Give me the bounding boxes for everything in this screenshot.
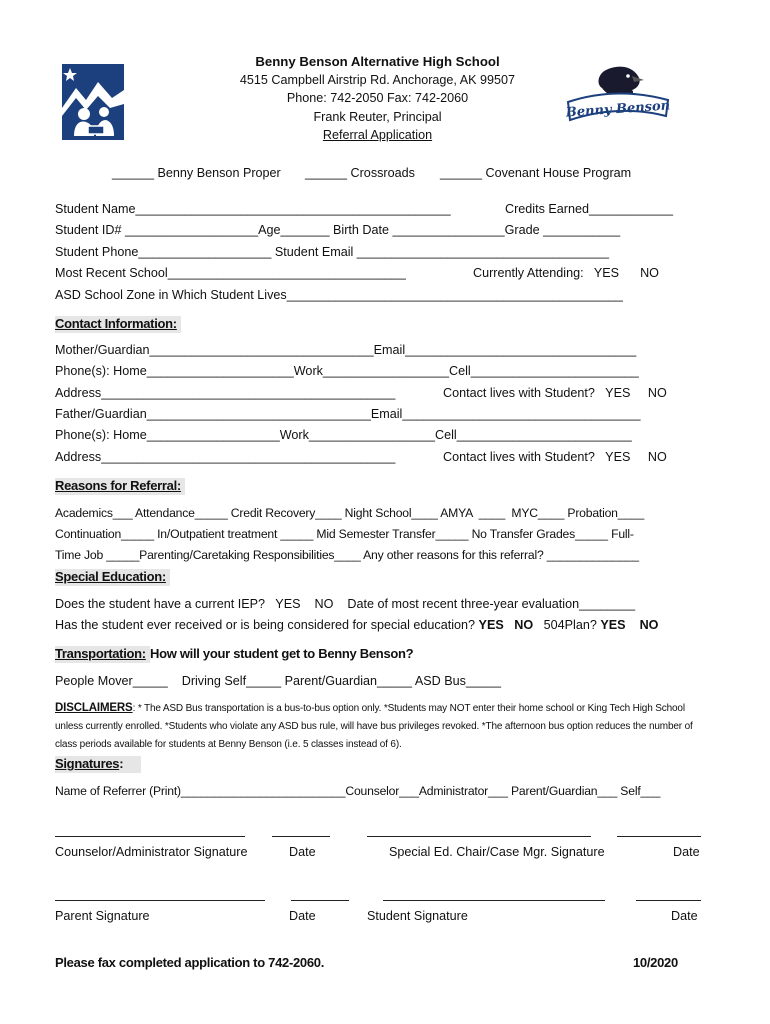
reasons-for-referral-heading-text: Reasons for Referral: <box>55 478 185 495</box>
parent-date-line[interactable] <box>291 900 349 901</box>
special-education-heading-text: Special Education: <box>55 569 170 586</box>
school-logo <box>62 64 124 140</box>
counselor-date-label: Date <box>289 845 316 859</box>
contact-information-heading <box>55 316 181 331</box>
referral-reasons-line-2[interactable]: Continuation_____ In/Outpatient treatment _____ Mid Semester Transfer_____ No Transfer Grades_____ Full- <box>55 527 634 541</box>
phone-home-work-cell-fields-1[interactable]: Phone(s): Home_____________________Work__________________Cell________________________ <box>55 364 639 378</box>
most-recent-school-field[interactable]: Most Recent School__________________________________ <box>55 266 406 280</box>
counselor-signature-line[interactable] <box>55 836 245 837</box>
special-ed-yes-option[interactable]: YES <box>478 618 504 632</box>
currently-attending-yes-no[interactable]: Currently Attending: YES NO <box>473 266 659 280</box>
sped-signature-label: Special Ed. Chair/Case Mgr. Signature <box>389 845 605 859</box>
disclaimers-text <box>55 699 705 754</box>
program-crossroads[interactable]: ______ Crossroads <box>305 166 415 180</box>
504-plan-yes-option[interactable]: YES <box>600 618 626 632</box>
contact-address-field-1[interactable]: Address__________________________________________ <box>55 386 396 400</box>
student-name-field[interactable]: Student Name_____________________________________________ <box>55 202 451 216</box>
school-address: 4515 Campbell Airstrip Rd. Anchorage, AK 99507 <box>239 73 516 87</box>
school-name: Benny Benson Alternative High School <box>255 54 500 69</box>
disclaimers-label: DISCLAIMERS <box>55 702 133 714</box>
reasons-for-referral-heading <box>55 478 185 493</box>
student-date-line[interactable] <box>636 900 701 901</box>
referral-reasons-line-3[interactable]: Time Job _____Parenting/Caretaking Responsibilities____ Any other reasons for this referral? ______________ <box>55 548 639 562</box>
mother-guardian-email-fields[interactable]: Mother/Guardian________________________________Email_________________________________ <box>55 343 637 357</box>
school-phone-fax: Phone: 742-2050 Fax: 742-2060 <box>286 91 469 105</box>
special-education-history-question[interactable] <box>55 618 702 632</box>
credits-earned-field[interactable]: Credits Earned____________ <box>505 202 674 216</box>
transportation-question: How will your student get to Benny Benson? <box>150 646 414 661</box>
parent-date-label: Date <box>289 909 316 923</box>
sped-date-label: Date <box>673 845 700 859</box>
signatures-heading: Signatures: <box>55 756 141 773</box>
form-version-date: 10/2020 <box>633 955 678 970</box>
phone-home-work-cell-fields-2[interactable]: Phone(s): Home___________________Work__________________Cell_________________________ <box>55 428 632 442</box>
name-of-referrer-field[interactable]: Name of Referrer (Print)_________________________Counselor___Administrator___ Parent/Guardian___ Self___ <box>55 784 661 798</box>
signatures-heading-text: Signatures <box>55 756 120 771</box>
program-covenant-house[interactable]: ______ Covenant House Program <box>440 166 632 180</box>
transportation-heading-text: Transportation: <box>55 646 150 663</box>
special-education-history-text: Has the student ever received or is being considered for special education? <box>55 618 479 632</box>
transportation-options[interactable]: People Mover_____ Driving Self_____ Parent/Guardian_____ ASD Bus_____ <box>55 674 501 688</box>
current-iep-question[interactable]: Does the student have a current IEP? YES NO Date of most recent three-year evaluation________ <box>55 597 636 611</box>
form-title <box>200 128 555 142</box>
student-date-label: Date <box>671 909 698 923</box>
student-signature-label: Student Signature <box>367 909 468 923</box>
contact-information-heading-text: Contact Information: <box>55 316 181 333</box>
principal-name: Frank Reuter, Principal <box>313 110 442 124</box>
asd-school-zone-field[interactable]: ASD School Zone in Which Student Lives________________________________________________ <box>55 288 623 302</box>
mascot-logo-text: Benny Benson <box>566 98 670 121</box>
counselor-date-line[interactable] <box>272 836 330 837</box>
program-benny-benson-proper[interactable]: ______ Benny Benson Proper <box>112 166 281 180</box>
fax-instruction: Please fax completed application to 742-2060. <box>55 955 325 970</box>
student-phone-email-fields[interactable]: Student Phone___________________ Student Email ____________________________________ <box>55 245 609 259</box>
504-plan-label: 504Plan? <box>543 618 597 632</box>
parent-signature-label: Parent Signature <box>55 909 150 923</box>
disclaimers-body: : * The ASD Bus transportation is a bus-to-bus option only. *Students may NOT enter their home school or King Tech High School unless currently enrolled. *Students who violate any ASD bus rule, will have bus privileges revoked. *The afternoon bus option reduces the number of class periods available for students at Benny Benson (i.e. 5 classes instead of 6). <box>55 703 693 750</box>
sped-signature-line[interactable] <box>367 836 591 837</box>
contact-lives-with-student-2[interactable]: Contact lives with Student? YES NO <box>443 450 667 464</box>
father-guardian-email-fields[interactable]: Father/Guardian________________________________Email__________________________________ <box>55 407 641 421</box>
student-id-age-birthdate-grade-fields[interactable]: Student ID# ___________________Age_______ Birth Date ________________Grade ___________ <box>55 223 621 237</box>
special-ed-no-option[interactable]: NO <box>514 618 534 632</box>
contact-lives-with-student-1[interactable]: Contact lives with Student? YES NO <box>443 386 667 400</box>
student-signature-line[interactable] <box>383 900 605 901</box>
transportation-heading <box>55 646 150 661</box>
special-education-heading <box>55 569 170 584</box>
mascot-logo <box>566 64 670 128</box>
form-title-text: Referral Application <box>322 128 433 142</box>
counselor-signature-label: Counselor/Administrator Signature <box>55 845 248 859</box>
referral-reasons-line-1[interactable]: Academics___ Attendance_____ Credit Recovery____ Night School____ AMYA ____ MYC____ Probation____ <box>55 506 645 520</box>
sped-date-line[interactable] <box>617 836 701 837</box>
contact-address-field-2[interactable]: Address__________________________________________ <box>55 450 396 464</box>
504-plan-no-option[interactable]: NO <box>639 618 659 632</box>
parent-signature-line[interactable] <box>55 900 265 901</box>
